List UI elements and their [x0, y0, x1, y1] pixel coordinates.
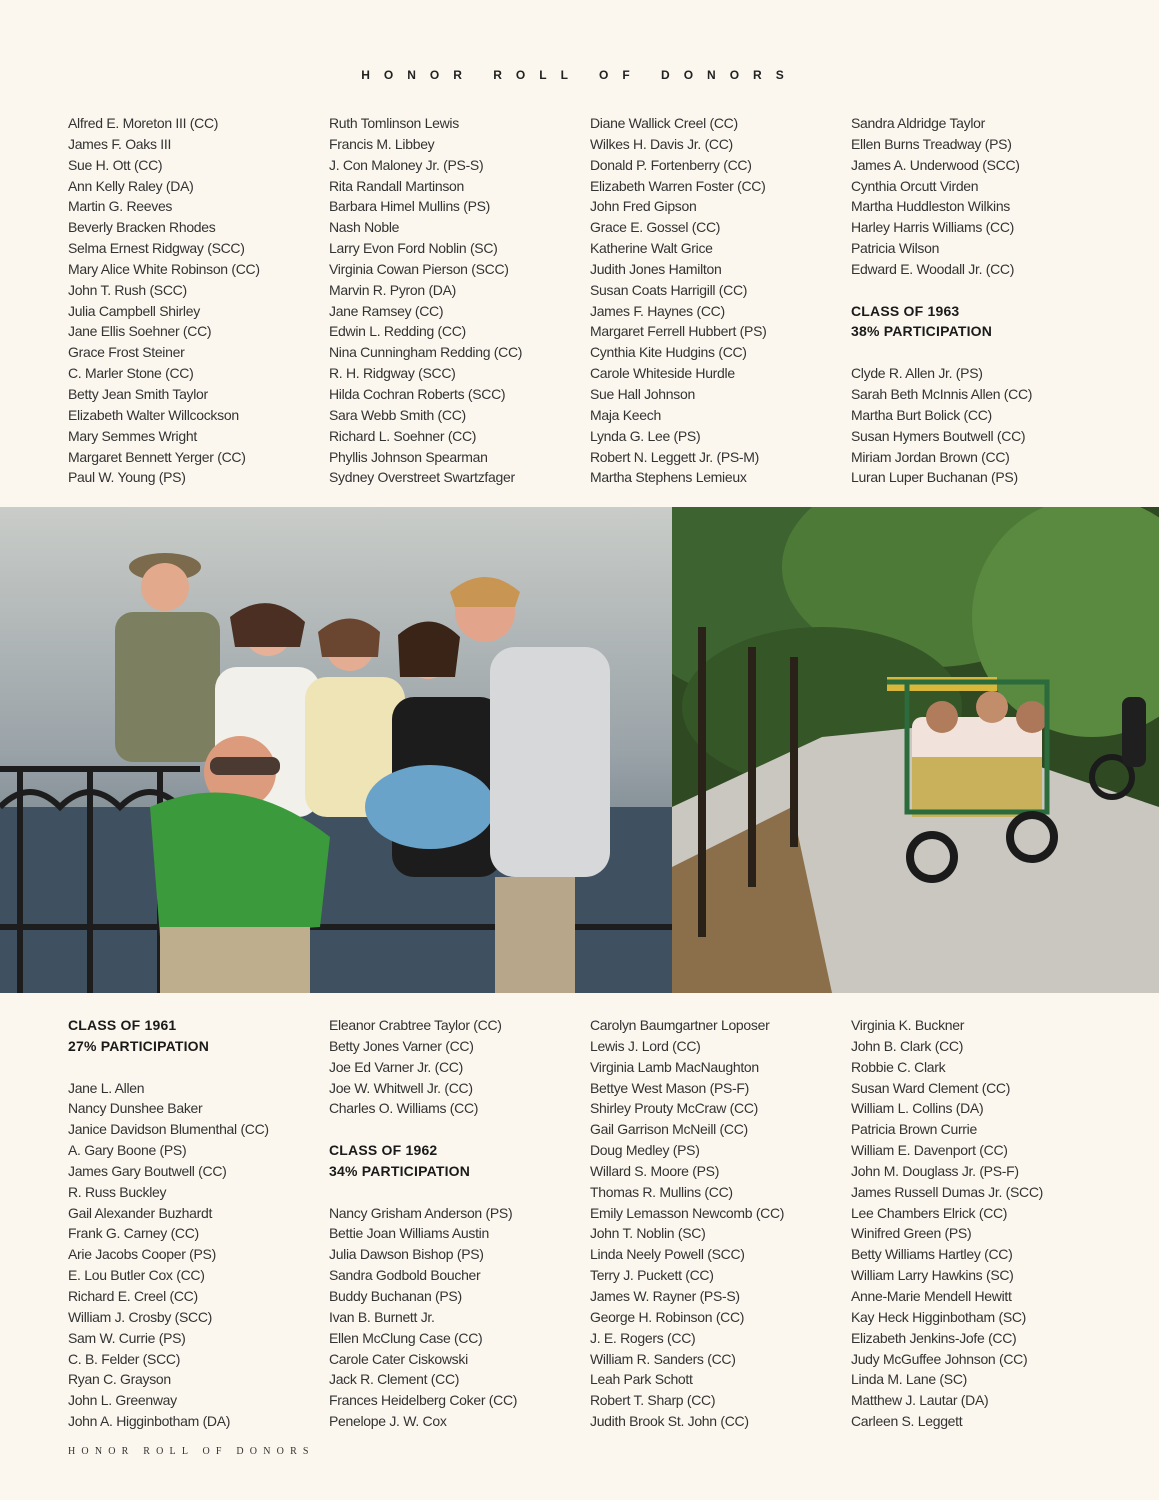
donor-name: Thomas R. Mullins (CC) [590, 1183, 733, 1200]
donor-name: Sam W. Currie (PS) [68, 1329, 186, 1346]
donor-name: J. E. Rogers (CC) [590, 1329, 696, 1346]
donor-name: George H. Robinson (CC) [590, 1308, 745, 1325]
donor-name: Grace Frost Steiner [68, 344, 185, 361]
donor-name: Carole Cater Ciskowski [329, 1350, 468, 1367]
group-photo [0, 507, 672, 993]
donor-name: C. B. Felder (SCC) [68, 1350, 181, 1367]
donor-name: Margaret Bennett Yerger (CC) [68, 448, 246, 465]
page-header: HONOR ROLL OF DONORS [361, 68, 798, 82]
donor-name: Sydney Overstreet Swartzfager [329, 469, 515, 486]
donor-name: Julia Dawson Bishop (PS) [329, 1246, 484, 1263]
donor-name: James A. Underwood (SCC) [851, 156, 1020, 173]
donor-name: Francis M. Libbey [329, 135, 435, 152]
donor-name: Carole Whiteside Hurdle [590, 365, 735, 382]
donor-name: Charles O. Williams (CC) [329, 1100, 479, 1117]
donor-name: Lynda G. Lee (PS) [590, 427, 701, 444]
donor-name: Richard E. Creel (CC) [68, 1287, 198, 1304]
donor-name: John A. Higginbotham (DA) [68, 1413, 231, 1430]
donor-name: Patricia Brown Currie [851, 1121, 977, 1138]
donor-name: William R. Sanders (CC) [590, 1350, 736, 1367]
donor-name: Robert T. Sharp (CC) [590, 1392, 716, 1409]
donor-name: Shirley Prouty McCraw (CC) [590, 1100, 759, 1117]
donor-name: John L. Greenway [68, 1392, 177, 1409]
donor-name: R. H. Ridgway (SCC) [329, 365, 456, 382]
donor-name: Edwin L. Redding (CC) [329, 323, 466, 340]
donor-name: J. Con Maloney Jr. (PS-S) [329, 156, 484, 173]
donor-name: Ellen Burns Treadway (PS) [851, 135, 1012, 152]
donor-name: R. Russ Buckley [68, 1183, 167, 1200]
donor-name: Wilkes H. Davis Jr. (CC) [590, 135, 733, 152]
donor-column-4 [851, 113, 1112, 488]
donor-name: Harley Harris Williams (CC) [851, 219, 1015, 236]
donor-columns-top [68, 113, 1128, 488]
donor-name: James Gary Boutwell (CC) [68, 1162, 227, 1179]
donor-name: Linda M. Lane (SC) [851, 1371, 967, 1388]
donor-column-6 [329, 1015, 590, 1432]
donor-name: Martha Stephens Lemieux [590, 469, 747, 486]
donor-name: John Fred Gipson [590, 198, 697, 215]
donor-name: Marvin R. Pyron (DA) [329, 281, 457, 298]
donor-name: Virginia K. Buckner [851, 1017, 965, 1033]
donor-name: Luran Luper Buchanan (PS) [851, 469, 1018, 486]
donor-name: Jane Ramsey (CC) [329, 302, 444, 319]
donor-name: William J. Crosby (SCC) [68, 1308, 212, 1325]
donor-name: Edward E. Woodall Jr. (CC) [851, 260, 1015, 277]
participation-heading: 38% PARTICIPATION [851, 323, 993, 340]
donor-name: Carolyn Baumgartner Loposer [590, 1017, 770, 1033]
donor-name: Hilda Cochran Roberts (SCC) [329, 385, 506, 402]
donor-name: Lewis J. Lord (CC) [590, 1037, 701, 1054]
donor-name: Betty Jean Smith Taylor [68, 385, 208, 402]
donor-name: Nash Noble [329, 219, 400, 236]
donor-name: Julia Campbell Shirley [68, 302, 200, 319]
participation-heading: 27% PARTICIPATION [68, 1037, 210, 1054]
donor-name: James F. Oaks III [68, 135, 172, 152]
donor-name: Matthew J. Lautar (DA) [851, 1392, 989, 1409]
donor-name: Jack R. Clement (CC) [329, 1371, 460, 1388]
donor-name: Sandra Godbold Boucher [329, 1267, 481, 1284]
donor-name: William L. Collins (DA) [851, 1100, 984, 1117]
donor-name: William Larry Hawkins (SC) [851, 1267, 1014, 1284]
donor-name: Janice Davidson Blumenthal (CC) [68, 1121, 269, 1138]
donor-name: John T. Noblin (SC) [590, 1225, 706, 1242]
donor-name: Grace E. Gossel (CC) [590, 219, 721, 236]
donor-name: Sue Hall Johnson [590, 385, 695, 402]
donor-name: Kay Heck Higginbotham (SC) [851, 1308, 1027, 1325]
donor-name: Virginia Cowan Pierson (SCC) [329, 260, 509, 277]
donor-name: Nancy Dunshee Baker [68, 1100, 203, 1117]
donor-name: Jane Ellis Soehner (CC) [68, 323, 212, 340]
donor-name: A. Gary Boone (PS) [68, 1142, 187, 1159]
donor-column-2 [329, 113, 590, 488]
donor-name: Patricia Wilson [851, 240, 940, 257]
donor-name: Sara Webb Smith (CC) [329, 406, 466, 423]
donor-name: Clyde R. Allen Jr. (PS) [851, 365, 983, 382]
donor-name: Sue H. Ott (CC) [68, 156, 163, 173]
donor-name: Ellen McClung Case (CC) [329, 1329, 483, 1346]
class-heading: CLASS OF 1962 [329, 1142, 438, 1159]
donor-name: Anne-Marie Mendell Hewitt [851, 1287, 1012, 1304]
donor-name: Bettye West Mason (PS-F) [590, 1079, 750, 1096]
donor-name: Katherine Walt Grice [590, 240, 713, 257]
donor-name: John B. Clark (CC) [851, 1037, 964, 1054]
donor-name: Barbara Himel Mullins (PS) [329, 198, 491, 215]
donor-name: Richard L. Soehner (CC) [329, 427, 477, 444]
donor-name: Susan Hymers Boutwell (CC) [851, 427, 1026, 444]
donor-name: Elizabeth Warren Foster (CC) [590, 177, 766, 194]
donor-name: Buddy Buchanan (PS) [329, 1287, 462, 1304]
donor-column-1 [68, 113, 329, 488]
donor-name: Jane L. Allen [68, 1079, 145, 1096]
donor-name: Susan Ward Clement (CC) [851, 1079, 1011, 1096]
donor-name: Mary Alice White Robinson (CC) [68, 260, 260, 277]
donor-name: Leah Park Schott [590, 1371, 693, 1388]
donor-name: Mary Semmes Wright [68, 427, 197, 444]
participation-heading: 34% PARTICIPATION [329, 1162, 471, 1179]
donor-name: Bettie Joan Williams Austin [329, 1225, 489, 1242]
donor-name: Phyllis Johnson Spearman [329, 448, 488, 465]
class-heading: CLASS OF 1963 [851, 302, 960, 319]
donor-name: Elizabeth Jenkins-Jofe (CC) [851, 1329, 1017, 1346]
donor-name: Cynthia Orcutt Virden [851, 177, 979, 194]
donor-name: Doug Medley (PS) [590, 1142, 700, 1159]
donor-name: Ivan B. Burnett Jr. [329, 1308, 435, 1325]
donor-name: Ruth Tomlinson Lewis [329, 115, 459, 131]
donor-name: Winifred Green (PS) [851, 1225, 972, 1242]
donor-name: Cynthia Kite Hudgins (CC) [590, 344, 747, 361]
donor-name: Miriam Jordan Brown (CC) [851, 448, 1010, 465]
park-photo [672, 507, 1159, 993]
donor-name: Gail Alexander Buzhardt [68, 1204, 213, 1221]
donor-name: James F. Haynes (CC) [590, 302, 725, 319]
donor-name: Frank G. Carney (CC) [68, 1225, 199, 1242]
donor-name: Willard S. Moore (PS) [590, 1162, 720, 1179]
donor-name: Elizabeth Walter Willcockson [68, 406, 239, 423]
donor-name: Margaret Ferrell Hubbert (PS) [590, 323, 767, 340]
donor-name: Betty Williams Hartley (CC) [851, 1246, 1013, 1263]
donor-column-5 [68, 1015, 329, 1432]
donor-column-3 [590, 113, 851, 488]
donor-name: John M. Douglass Jr. (PS-F) [851, 1162, 1019, 1179]
donor-name: Betty Jones Varner (CC) [329, 1037, 474, 1054]
photo-band [0, 507, 1159, 993]
donor-name: Joe Ed Varner Jr. (CC) [329, 1058, 463, 1075]
donor-name: Judith Brook St. John (CC) [590, 1413, 749, 1430]
donor-name: Nancy Grisham Anderson (PS) [329, 1204, 513, 1221]
donor-name: Selma Ernest Ridgway (SCC) [68, 240, 245, 257]
donor-name: E. Lou Butler Cox (CC) [68, 1267, 205, 1284]
donor-name: Beverly Bracken Rhodes [68, 219, 216, 236]
donor-name: Robbie C. Clark [851, 1058, 946, 1075]
donor-name: Arie Jacobs Cooper (PS) [68, 1246, 216, 1263]
donor-name: Eleanor Crabtree Taylor (CC) [329, 1017, 502, 1033]
donor-name: Paul W. Young (PS) [68, 469, 186, 486]
donor-name: Sarah Beth McInnis Allen (CC) [851, 385, 1033, 402]
donor-name: Alfred E. Moreton III (CC) [68, 115, 219, 131]
class-heading: CLASS OF 1961 [68, 1017, 177, 1033]
donor-name: Larry Evon Ford Noblin (SC) [329, 240, 498, 257]
donor-name: Ann Kelly Raley (DA) [68, 177, 194, 194]
donor-name: Susan Coats Harrigill (CC) [590, 281, 748, 298]
donor-name: Martin G. Reeves [68, 198, 173, 215]
donor-name: Robert N. Leggett Jr. (PS-M) [590, 448, 759, 465]
donor-name: Penelope J. W. Cox [329, 1413, 447, 1430]
donor-name: Virginia Lamb MacNaughton [590, 1058, 759, 1075]
donor-name: Judy McGuffee Johnson (CC) [851, 1350, 1028, 1367]
donor-name: Ryan C. Grayson [68, 1371, 171, 1388]
donor-name: James Russell Dumas Jr. (SCC) [851, 1183, 1044, 1200]
donor-name: Frances Heidelberg Coker (CC) [329, 1392, 518, 1409]
donor-column-8 [851, 1015, 1112, 1432]
donor-name: Lee Chambers Elrick (CC) [851, 1204, 1008, 1221]
donor-columns-bottom [68, 1015, 1128, 1432]
donor-name: Diane Wallick Creel (CC) [590, 115, 738, 131]
donor-name: Rita Randall Martinson [329, 177, 465, 194]
donor-name: Martha Huddleston Wilkins [851, 198, 1011, 215]
donor-name: Carleen S. Leggett [851, 1413, 963, 1430]
donor-name: Maja Keech [590, 406, 661, 423]
page-footer: HONOR ROLL OF DONORS [68, 1446, 315, 1457]
donor-name: Gail Garrison McNeill (CC) [590, 1121, 748, 1138]
donor-name: John T. Rush (SCC) [68, 281, 187, 298]
donor-name: Nina Cunningham Redding (CC) [329, 344, 523, 361]
donor-name: Joe W. Whitwell Jr. (CC) [329, 1079, 473, 1096]
donor-column-7 [590, 1015, 851, 1432]
donor-name: Donald P. Fortenberry (CC) [590, 156, 752, 173]
donor-name: William E. Davenport (CC) [851, 1142, 1008, 1159]
donor-name: Sandra Aldridge Taylor [851, 115, 986, 131]
donor-name: C. Marler Stone (CC) [68, 365, 194, 382]
donor-name: Terry J. Puckett (CC) [590, 1267, 714, 1284]
donor-name: Judith Jones Hamilton [590, 260, 722, 277]
donor-name: Linda Neely Powell (SCC) [590, 1246, 745, 1263]
donor-name: James W. Rayner (PS-S) [590, 1287, 740, 1304]
donor-name: Emily Lemasson Newcomb (CC) [590, 1204, 785, 1221]
donor-name: Martha Burt Bolick (CC) [851, 406, 992, 423]
